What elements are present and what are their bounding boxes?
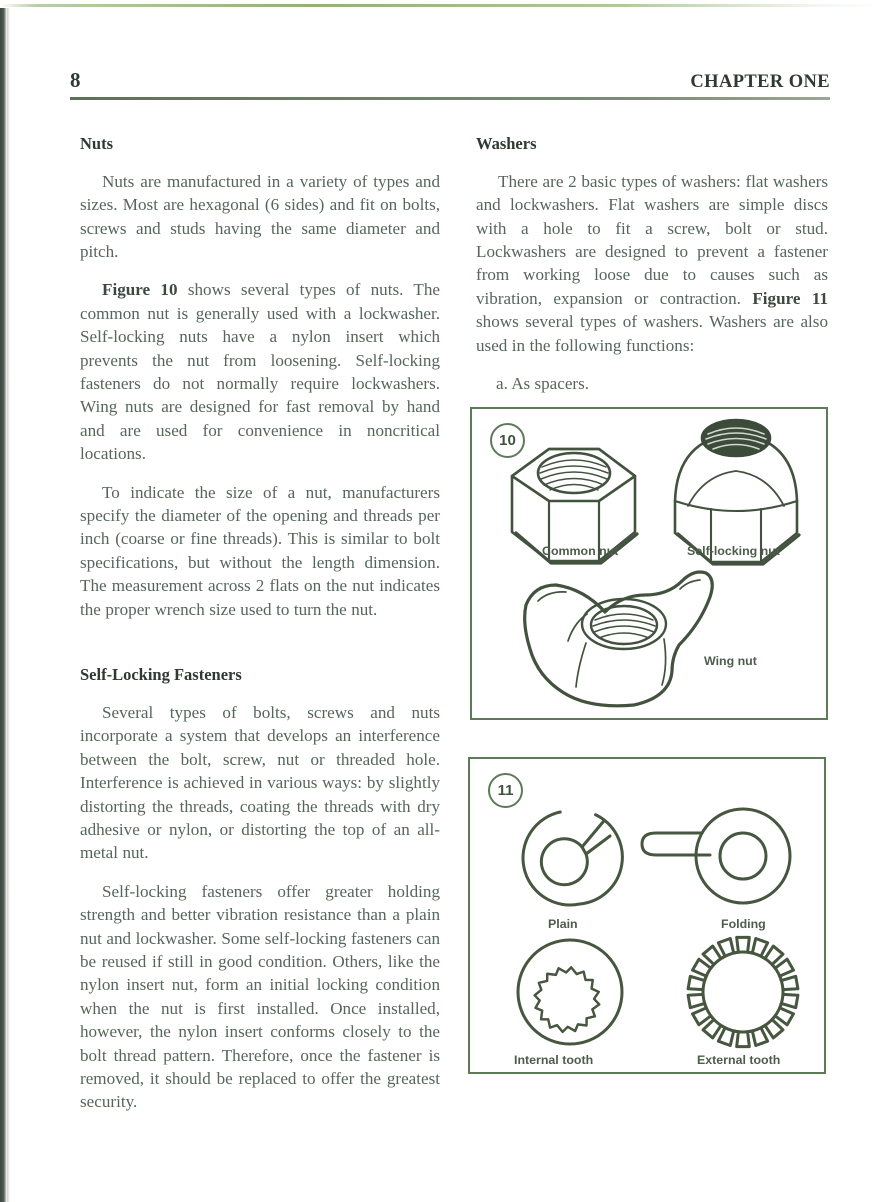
scan-top-edge-line [0,4,883,7]
heading-washers: Washers [476,134,537,153]
scan-left-edge-shadow [0,8,7,1202]
paragraph-nuts-2 [80,278,440,465]
caption-wing-nut: Wing nut [704,654,757,668]
plain-washer-drawing [514,801,631,914]
heading-nuts: Nuts [80,134,114,153]
paragraph-nuts-1: Nuts are manufactured in a variety of types and sizes. Most are hexagonal (6 sides) and fit on bolts, screws and studs having the same diameter and pitch. [80,171,440,262]
page-number: 8 [70,68,81,92]
self-locking-nut-drawing [675,420,799,564]
wing-nut-drawing [525,572,713,706]
figure-10-box [470,407,828,720]
figure-reference-11: Figure 11 [752,288,829,308]
caption-external-tooth-washer: External tooth [697,1053,781,1067]
paragraph-washers-1 [476,170,828,357]
figure-10-number-badge: 10 [490,423,525,458]
left-column [80,134,440,1114]
folding-washer-drawing [642,809,790,903]
paragraph-washers-1-part-b: shows several types of washers. Washers are also used in the following functions: [476,312,828,355]
figure-11-number-badge: 11 [488,773,523,808]
external-tooth-washer-drawing [688,937,798,1046]
figure-10-illustration [472,409,826,718]
running-head [70,70,830,91]
caption-common-nut: Common nut [542,544,619,558]
paragraph-nuts-2-text: shows several types of nuts. The common nut is generally used with a lockwasher. Self-locking nuts have a nylon insert which prevents the nut from loosening. Self-locking fasteners do not normally require lockwashers. Wing nuts are designed for fast removal by hand and are used for convenience in noncritical locations. [80,280,440,464]
figure-11-box [468,757,826,1074]
caption-folding-washer: Folding [721,917,766,931]
right-column [476,134,828,410]
internal-tooth-washer-drawing [518,940,622,1044]
paragraph-self-locking-2: Self-locking fasteners offer greater holding strength and better vibration resistance than a plain nut and lockwasher. Some self-locking fasteners can be reused if still in good condition. Others, like the nylon insert nut, form an initial locking condition when the nut is first installed. Once installed, however, the nylon insert conforms closely to the bolt thread pattern. Therefore, once the fastener is removed, it should be replaced to offer the greatest security. [80,881,440,1112]
heading-self-locking-fasteners: Self-Locking Fasteners [80,665,242,685]
scan-left-edge-gradient [7,8,10,1202]
washer-function-item-a: a. As spacers. [496,374,590,394]
paragraph-self-locking-1: Several types of bolts, screws and nuts incorporate a system that develops an interference between the bolt, screw, nut or threaded hole. Interference is achieved in various ways: by slightly distorting the threads, coating the threads with dry adhesive or nylon, or distorting the top of an all-metal nut. [80,702,440,863]
caption-self-locking-nut: Self-locking nut [687,544,780,558]
figure-11-illustration [470,759,824,1072]
chapter-title: CHAPTER ONE [690,71,830,92]
caption-plain-washer: Plain [548,917,578,931]
caption-internal-tooth-washer: Internal tooth [514,1053,594,1067]
paragraph-nuts-3: To indicate the size of a nut, manufacturers specify the diameter of the opening and threads per inch (coarse or fine threads). This is similar to bolt specifications, but without the length dimension. The measurement across 2 flats on the nut indicates the proper wrench size used to turn the nut. [80,482,440,619]
header-rule [70,97,830,100]
paragraph-washers-1-part-a: There are 2 basic types of washers: flat washers and lockwashers. Flat washers are simple discs with a hole to fit a screw, bolt or stud. Lockwashers are designed to prevent a fastener from working loose due to causes such as vibration, expansion or contraction. [476,171,828,308]
figure-reference-10: Figure 10 [102,280,178,300]
